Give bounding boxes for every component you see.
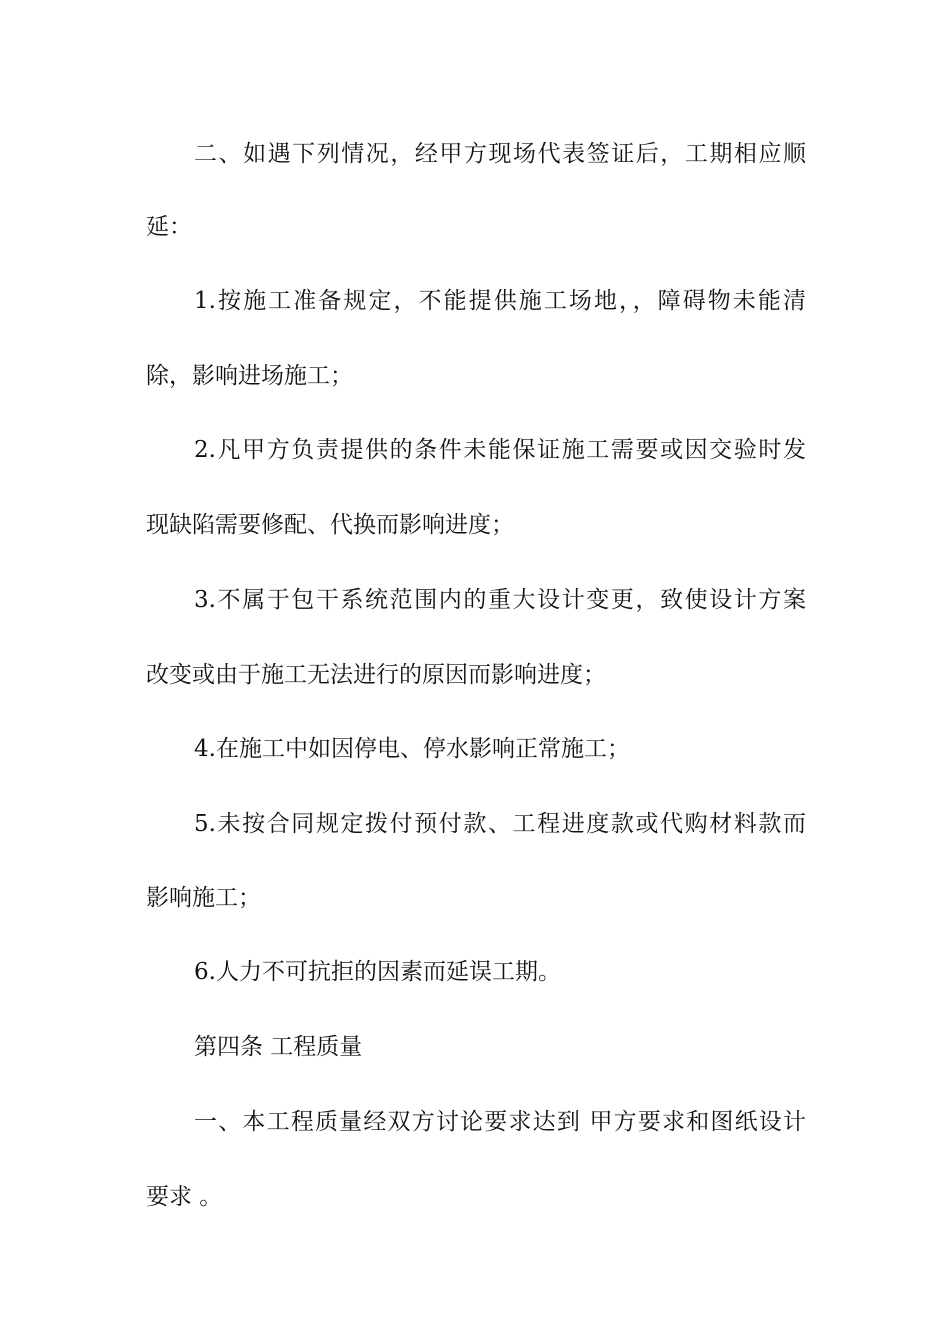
item-3-line-2: 改变或由于施工无法进行的原因而影响进度； xyxy=(146,662,606,688)
quality-paragraph-line-1: 一、本工程质量经双方讨论要求达到 甲方要求和图纸设计 xyxy=(194,1109,806,1135)
paragraph-2-line-2: 延： xyxy=(146,214,192,240)
item-3-line-1: 3.不属于包干系统范围内的重大设计变更，致使设计方案 xyxy=(194,587,806,613)
paragraph-2-line-1: 二、如遇下列情况，经甲方现场代表签证后，工期相应顺 xyxy=(194,141,806,167)
item-6-line: 6.人力不可抗拒的因素而延误工期。 xyxy=(194,959,561,985)
item-2-line-1: 2.凡甲方负责提供的条件未能保证施工需要或因交验时发 xyxy=(194,437,806,463)
item-2-line-2: 现缺陷需要修配、代换而影响进度； xyxy=(146,512,514,538)
item-5-line-1: 5.未按合同规定拨付预付款、工程进度款或代购材料款而 xyxy=(194,811,806,837)
item-1-line-1: 1.按施工准备规定，不能提供施工场地，，障碍物未能清 xyxy=(194,288,806,314)
item-1-line-2: 除，影响进场施工； xyxy=(146,363,353,389)
quality-paragraph-line-2: 要求 。 xyxy=(146,1184,223,1210)
item-5-line-2: 影响施工； xyxy=(146,885,261,911)
item-4-line: 4.在施工中如因停电、停水影响正常施工； xyxy=(194,736,630,762)
section-heading-article-4: 第四条 工程质量 xyxy=(194,1034,363,1060)
